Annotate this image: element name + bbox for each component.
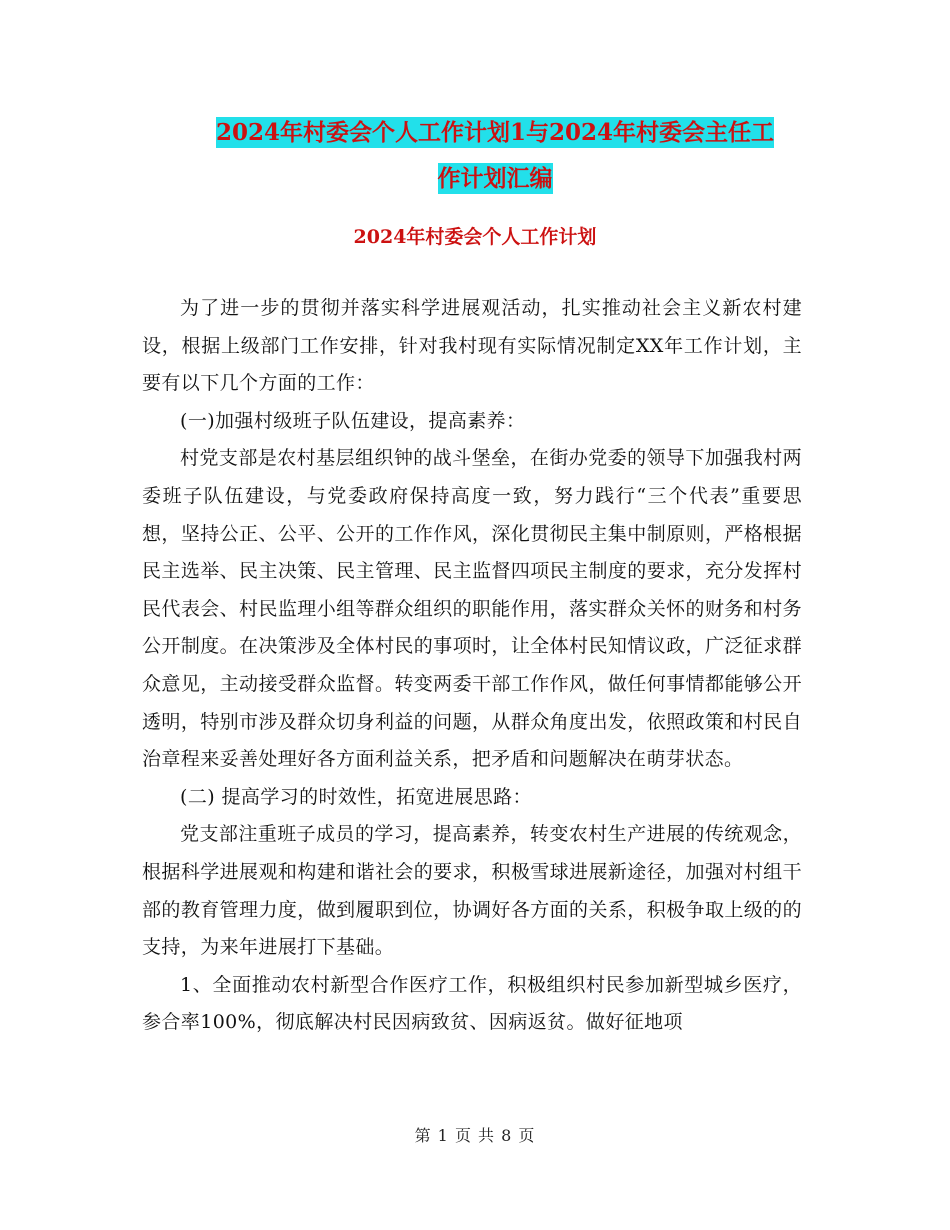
page-footer: 第 1 页 共 8 页 [414, 1126, 536, 1145]
section-title: 2024年村委会个人工作计划 [353, 226, 597, 248]
paragraph-study: 党支部注重班子成员的学习，提高素养，转变农村生产进展的传统观念，根据科学进展观和构建和谐社会的要求，积极雪球进展新途径，加强对村组干部的教育管理力度，做到履职到位，协调好各方面的关系，积极争取上级的的支持，为来年进展打下基础。 [142, 823, 802, 959]
paragraph-party-branch: 村党支部是农村基层组织钟的战斗堡垒，在街办党委的领导下加强我村两委班子队伍建设，与党委政府保持高度一致，努力践行“三个代表”重要思想，坚持公正、公平、公开的工作作风，深化贯彻民主集中制原则，严格根据民主选举、民主决策、民主管理、民主监督四项民主制度的要求，充分发挥村民代表会、村民监理小组等群众组织的职能作用，落实群众关怀的财务和村务公开制度。在决策涉及全体村民的事项时，让全体村民知情议政，广泛征求群众意见，主动接受群众监督。转变两委干部工作作风，做任何事情都能够公开透明，特别市涉及群众切身利益的问题，从群众角度出发，依照政策和村民自治章程来妥善处理好各方面利益关系，把矛盾和问题解决在萌芽状态。 [142, 447, 802, 771]
paragraph-intro: 为了进一步的贯彻并落实科学进展观活动，扎实推动社会主义新农村建设，根据上级部门工作安排，针对我村现有实际情况制定XX年工作计划，主要有以下几个方面的工作： [142, 297, 802, 395]
paragraph-heading-2: (二) 提高学习的时效性，拓宽进展思路： [180, 785, 532, 808]
paragraph-item-1: 1、全面推动农村新型合作医疗工作，积极组织村民参加新型城乡医疗，参合率100%，彻底解决村民因病致贫、因病返贫。做好征地项 [142, 973, 802, 1034]
paragraph-heading-1: (一)加强村级班子队伍建设，提高素养： [180, 409, 526, 432]
document-title [150, 110, 840, 202]
document-title-line-1: 2024年村委会个人工作计划1与2024年村委会主任工 [215, 119, 775, 146]
body-text [142, 290, 802, 1042]
document-title-line-2: 作计划汇编 [437, 165, 553, 192]
